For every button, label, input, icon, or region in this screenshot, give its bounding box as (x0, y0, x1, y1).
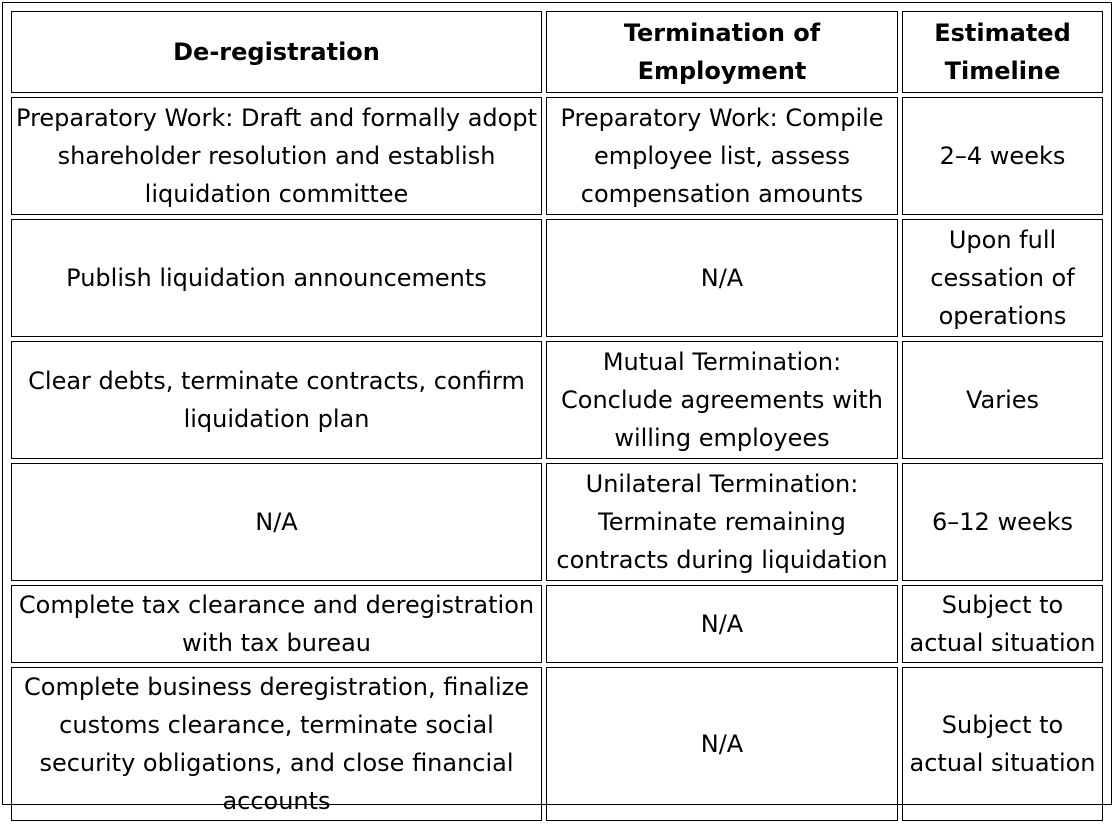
table-row (11, 97, 1103, 215)
cell-termination: N/A (546, 667, 898, 821)
cell-timeline: Varies (902, 341, 1103, 459)
table-row (11, 585, 1103, 663)
cell-de-registration: Preparatory Work: Draft and formally adopt shareholder resolution and establish liquidation committee (11, 97, 542, 215)
table-row (11, 463, 1103, 581)
cell-de-registration: Complete tax clearance and deregistration with tax bureau (11, 585, 542, 663)
cell-timeline: 6–12 weeks (902, 463, 1103, 581)
table-row (11, 667, 1103, 821)
cell-de-registration: Publish liquidation announcements (11, 219, 542, 337)
liquidation-timeline-table-frame (2, 2, 1112, 815)
cell-de-registration: Complete business deregistration, finalize customs clearance, terminate social security obligations, and close financial accounts (11, 667, 542, 821)
cell-termination: Preparatory Work: Compile employee list, assess compensation amounts (546, 97, 898, 215)
table-header-row (11, 11, 1103, 93)
cell-timeline: Subject to actual situation (902, 667, 1103, 821)
cell-termination: N/A (546, 219, 898, 337)
header-estimated-timeline: Estimated Timeline (902, 11, 1103, 93)
cell-de-registration: N/A (11, 463, 542, 581)
cell-timeline: 2–4 weeks (902, 97, 1103, 215)
cell-timeline: Subject to actual situation (902, 585, 1103, 663)
cell-de-registration: Clear debts, terminate contracts, confirm liquidation plan (11, 341, 542, 459)
cell-termination: N/A (546, 585, 898, 663)
table-row (11, 341, 1103, 459)
header-termination-of-employment: Termination of Employment (546, 11, 898, 93)
cell-termination: Unilateral Termination: Terminate remaining contracts during liquidation (546, 463, 898, 581)
cell-termination: Mutual Termination: Conclude agreements with willing employees (546, 341, 898, 459)
cell-timeline: Upon full cessation of operations (902, 219, 1103, 337)
liquidation-timeline-table (7, 7, 1107, 825)
header-de-registration: De-registration (11, 11, 542, 93)
table-row (11, 219, 1103, 337)
